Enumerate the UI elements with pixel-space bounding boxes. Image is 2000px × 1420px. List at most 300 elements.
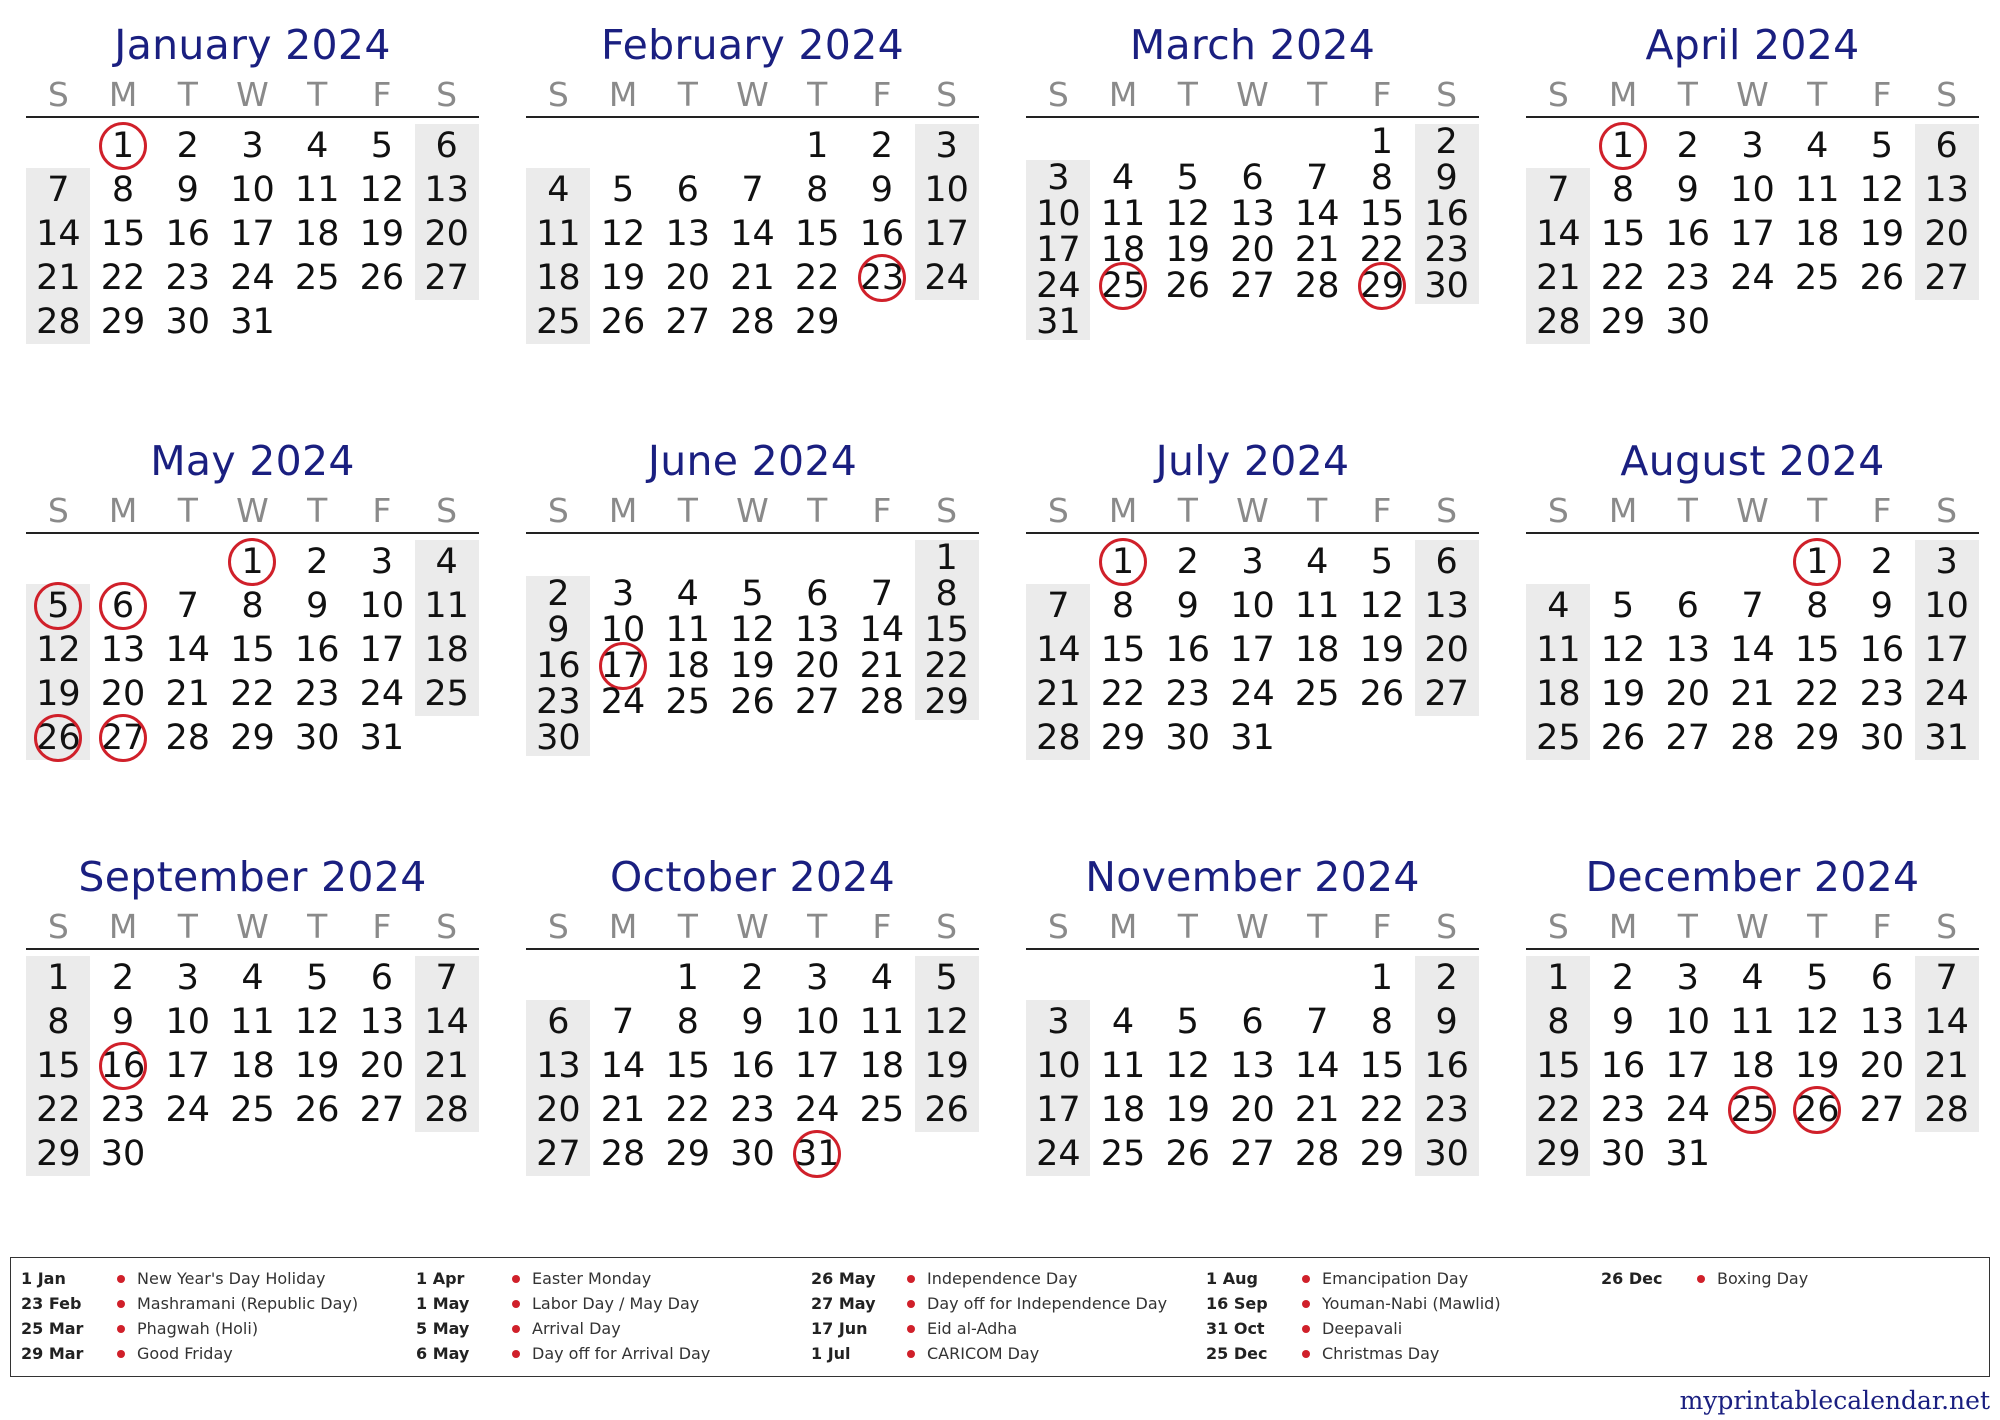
day-cell: 31: [1230, 718, 1275, 758]
day-cell: 17: [1036, 1090, 1081, 1130]
day-cell: 12: [294, 1002, 340, 1042]
day-cell: 15: [1600, 214, 1646, 254]
day-cell: 3: [176, 958, 199, 998]
day-cell: 2: [741, 958, 764, 998]
day-cell: 24: [1924, 674, 1969, 714]
day-cell: 16: [730, 1046, 775, 1086]
bullet-dot-icon: [117, 1350, 125, 1358]
day-cell: 14: [1536, 214, 1581, 254]
legend-item: [811, 1316, 1206, 1341]
day-cell: 1: [1547, 958, 1570, 998]
weekday-header: [1026, 904, 1479, 950]
day-cell: 17: [1230, 630, 1275, 670]
empty-day: [1091, 956, 1156, 1000]
holiday-date: 16 Sep: [1206, 1294, 1268, 1313]
day-cell: 10: [1665, 1002, 1711, 1042]
day-cell: 16: [165, 214, 211, 254]
day-cell: 3: [1241, 542, 1264, 582]
holiday-name: Easter Monday: [532, 1269, 652, 1288]
day-cell: 28: [730, 302, 775, 342]
day-cell: 27: [1859, 1090, 1905, 1130]
day-cell: 8: [241, 586, 264, 626]
day-cell: 26: [730, 682, 775, 722]
day-cell: 1: [806, 126, 829, 166]
month-calendar: [1526, 20, 1979, 436]
holiday-date: 1 Apr: [416, 1269, 465, 1288]
holiday-name: Phagwah (Holi): [137, 1319, 259, 1338]
weekday-label: S: [1936, 74, 1958, 114]
day-cell: 16: [1424, 1046, 1469, 1086]
empty-day: [1220, 956, 1285, 1000]
empty-day: [526, 956, 591, 1000]
empty-day: [1591, 540, 1656, 584]
day-cell: 20: [359, 1046, 405, 1086]
day-cell: 5: [935, 958, 958, 998]
month-days: [26, 124, 479, 344]
weekday-header: [526, 72, 979, 118]
day-cell: 5: [370, 126, 394, 166]
day-cell: 23: [1600, 1090, 1646, 1130]
holiday-date: 1 Aug: [1206, 1269, 1258, 1288]
day-cell: 14: [859, 610, 905, 650]
weekday-label: T: [1807, 74, 1828, 114]
month-title: November 2024: [1085, 853, 1420, 901]
holiday-legend: [10, 1257, 1990, 1377]
weekday-label: T: [1677, 906, 1698, 946]
weekday-label: W: [1236, 74, 1269, 114]
day-cell: 29: [794, 302, 840, 342]
weekday-label: F: [872, 906, 892, 946]
day-cell: 15: [1536, 1046, 1581, 1086]
bullet-dot-icon: [907, 1350, 915, 1358]
day-cell: 7: [1547, 170, 1570, 210]
day-cell: 4: [1111, 158, 1135, 198]
day-cell: 8: [47, 1002, 70, 1042]
day-cell: 27: [1924, 258, 1969, 298]
day-cell: 17: [1924, 630, 1969, 670]
month-title: March 2024: [1129, 21, 1376, 69]
day-cell: 30: [100, 1134, 146, 1174]
holiday-date: 1 May: [416, 1294, 470, 1313]
day-cell: 10: [1730, 170, 1775, 210]
empty-day: [526, 124, 591, 168]
day-cell: 9: [1611, 1002, 1635, 1042]
day-cell: 21: [1294, 1090, 1340, 1130]
day-cell: 25: [1794, 258, 1840, 298]
day-cell: 8: [935, 574, 958, 614]
day-cell: 3: [241, 126, 264, 166]
day-cell: 12: [1859, 170, 1905, 210]
holiday-date: 6 May: [416, 1344, 470, 1363]
day-cell: 7: [435, 958, 458, 998]
weekday-label: S: [1547, 490, 1569, 530]
weekday-label: S: [436, 74, 458, 114]
month-days: [1526, 540, 1979, 760]
month-days: [526, 124, 979, 344]
holiday-day: 6: [91, 584, 156, 628]
day-cell: 24: [230, 258, 275, 298]
weekday-label: M: [1608, 490, 1638, 530]
day-cell: 2: [1435, 958, 1458, 998]
day-cell: 18: [1730, 1046, 1775, 1086]
holiday-day: 25: [1720, 1088, 1785, 1132]
weekday-label: S: [1547, 906, 1569, 946]
weekday-label: S: [436, 490, 458, 530]
weekday-header: [26, 72, 479, 118]
holiday-name: Independence Day: [927, 1269, 1078, 1288]
bullet-dot-icon: [907, 1300, 915, 1308]
day-cell: 27: [359, 1090, 405, 1130]
empty-day: [1526, 124, 1591, 168]
bullet-dot-icon: [512, 1325, 520, 1333]
day-cell: 13: [1859, 1002, 1905, 1042]
day-cell: 18: [859, 1046, 905, 1086]
month-days: [526, 956, 979, 1176]
weekday-header: [1526, 904, 1979, 950]
month-calendar: [526, 852, 979, 1268]
day-cell: 7: [1306, 158, 1329, 198]
day-cell: 8: [1370, 158, 1394, 198]
day-cell: 28: [859, 682, 905, 722]
legend-item: [21, 1341, 416, 1366]
holiday-name: Mashramani (Republic Day): [137, 1294, 359, 1313]
day-cell: 19: [359, 214, 405, 254]
day-cell: 10: [1036, 1046, 1081, 1086]
month-title: February 2024: [601, 21, 904, 69]
day-cell: 23: [1165, 674, 1211, 714]
holiday-day: 17: [591, 648, 656, 684]
day-cell: 5: [1611, 586, 1635, 626]
weekday-label: M: [108, 490, 138, 530]
day-cell: 12: [359, 170, 405, 210]
weekday-label: M: [608, 490, 638, 530]
weekday-label: S: [436, 906, 458, 946]
day-cell: 13: [1924, 170, 1969, 210]
day-cell: 7: [611, 1002, 635, 1042]
month-calendar: [1526, 436, 1979, 852]
bullet-dot-icon: [1302, 1275, 1310, 1283]
day-cell: 3: [935, 126, 958, 166]
weekday-label: T: [177, 490, 198, 530]
day-cell: 21: [1730, 674, 1775, 714]
day-cell: 5: [1176, 158, 1199, 198]
holiday-day: 16: [91, 1044, 156, 1088]
day-cell: 31: [359, 718, 405, 758]
day-cell: 22: [924, 646, 969, 686]
day-cell: 30: [1165, 718, 1211, 758]
month-calendar: [1026, 852, 1479, 1268]
weekday-header: [526, 488, 979, 534]
day-cell: 26: [359, 258, 405, 298]
weekday-label: M: [608, 74, 638, 114]
day-cell: 7: [1741, 586, 1764, 626]
day-cell: 29: [100, 302, 146, 342]
empty-day: [1285, 956, 1350, 1000]
bullet-dot-icon: [117, 1325, 125, 1333]
day-cell: 28: [1036, 718, 1081, 758]
empty-day: [655, 124, 720, 168]
weekday-label: W: [1236, 490, 1269, 530]
day-cell: 3: [611, 574, 635, 614]
day-cell: 6: [547, 1002, 570, 1042]
day-cell: 6: [1935, 126, 1958, 166]
day-cell: 20: [1424, 630, 1469, 670]
holiday-day: 1: [1091, 540, 1156, 584]
day-cell: 14: [424, 1002, 469, 1042]
holiday-name: Youman-Nabi (Mawlid): [1322, 1294, 1501, 1313]
weekday-label: F: [872, 490, 892, 530]
bullet-dot-icon: [512, 1350, 520, 1358]
weekday-label: T: [677, 906, 698, 946]
day-cell: 15: [1359, 1046, 1405, 1086]
day-cell: 15: [230, 630, 275, 670]
day-cell: 1: [47, 958, 70, 998]
day-cell: 22: [794, 258, 840, 298]
day-cell: 16: [1600, 1046, 1646, 1086]
day-cell: 3: [1047, 1002, 1070, 1042]
day-cell: 15: [665, 1046, 711, 1086]
day-cell: 18: [294, 214, 340, 254]
day-cell: 30: [536, 718, 581, 758]
day-cell: 1: [1370, 958, 1394, 998]
day-cell: 27: [1230, 1134, 1275, 1174]
day-cell: 26: [1165, 266, 1211, 306]
legend-item: [21, 1316, 416, 1341]
weekday-label: S: [1047, 906, 1069, 946]
legend-item: [21, 1266, 416, 1291]
day-cell: 26: [1859, 258, 1905, 298]
empty-day: [1026, 124, 1091, 160]
holiday-date: 17 Jun: [811, 1319, 868, 1338]
day-cell: 18: [1794, 214, 1840, 254]
weekday-label: F: [1372, 490, 1392, 530]
day-cell: 16: [859, 214, 905, 254]
holiday-day: 25: [1091, 268, 1156, 304]
day-cell: 3: [806, 958, 829, 998]
weekday-label: S: [1436, 490, 1458, 530]
day-cell: 2: [1611, 958, 1635, 998]
bullet-dot-icon: [512, 1275, 520, 1283]
day-cell: 25: [1100, 1134, 1146, 1174]
day-cell: 29: [36, 1134, 81, 1174]
holiday-day: 26: [1785, 1088, 1850, 1132]
month-title: May 2024: [150, 437, 355, 485]
day-cell: 1: [935, 538, 958, 578]
day-cell: 20: [1230, 1090, 1275, 1130]
legend-item: [811, 1291, 1206, 1316]
day-cell: 4: [870, 958, 894, 998]
bullet-dot-icon: [1302, 1300, 1310, 1308]
day-cell: 17: [230, 214, 275, 254]
bullet-dot-icon: [907, 1325, 915, 1333]
weekday-label: T: [1177, 74, 1198, 114]
empty-day: [850, 540, 915, 576]
day-cell: 20: [1859, 1046, 1905, 1086]
legend-item: [416, 1341, 811, 1366]
weekday-label: W: [736, 74, 769, 114]
month-days: [1026, 124, 1479, 340]
month-title: September 2024: [78, 853, 427, 901]
holiday-date: 31 Oct: [1206, 1319, 1265, 1338]
holiday-day: 1: [1785, 540, 1850, 584]
day-cell: 6: [1241, 158, 1264, 198]
day-cell: 19: [1794, 1046, 1840, 1086]
day-cell: 20: [665, 258, 711, 298]
holiday-name: Deepavali: [1322, 1319, 1403, 1338]
day-cell: 15: [1359, 194, 1405, 234]
day-cell: 23: [1665, 258, 1711, 298]
day-cell: 15: [100, 214, 146, 254]
day-cell: 29: [1536, 1134, 1581, 1174]
weekday-label: S: [1547, 74, 1569, 114]
day-cell: 13: [424, 170, 469, 210]
day-cell: 20: [1230, 230, 1275, 270]
day-cell: 8: [1370, 1002, 1394, 1042]
weekday-label: T: [677, 74, 698, 114]
weekday-label: T: [1677, 74, 1698, 114]
day-cell: 4: [306, 126, 329, 166]
day-cell: 22: [36, 1090, 81, 1130]
weekday-label: T: [307, 906, 328, 946]
day-cell: 21: [1536, 258, 1581, 298]
weekday-label: F: [372, 74, 392, 114]
day-cell: 28: [1730, 718, 1775, 758]
day-cell: 8: [111, 170, 135, 210]
day-cell: 2: [547, 574, 570, 614]
day-cell: 25: [230, 1090, 275, 1130]
day-cell: 23: [165, 258, 211, 298]
legend-item: [1206, 1266, 1601, 1291]
day-cell: 10: [165, 1002, 211, 1042]
day-cell: 3: [1741, 126, 1764, 166]
day-cell: 29: [1600, 302, 1646, 342]
holiday-day: 5: [26, 584, 91, 628]
weekday-label: F: [1372, 74, 1392, 114]
day-cell: 8: [1611, 170, 1635, 210]
holiday-day: 29: [1350, 268, 1415, 304]
weekday-label: F: [872, 74, 892, 114]
day-cell: 29: [1359, 1134, 1405, 1174]
weekday-label: T: [1177, 490, 1198, 530]
day-cell: 30: [1859, 718, 1905, 758]
month-calendar: [526, 436, 979, 852]
month-days: [26, 956, 479, 1176]
bullet-dot-icon: [1697, 1275, 1705, 1283]
day-cell: 5: [1870, 126, 1894, 166]
day-cell: 30: [730, 1134, 775, 1174]
day-cell: 25: [294, 258, 340, 298]
holiday-day: 1: [1591, 124, 1656, 168]
weekday-label: M: [108, 74, 138, 114]
day-cell: 5: [741, 574, 764, 614]
day-cell: 3: [1676, 958, 1699, 998]
day-cell: 11: [1536, 630, 1581, 670]
empty-day: [720, 124, 785, 168]
holiday-date: 1 Jan: [21, 1269, 66, 1288]
day-cell: 31: [1924, 718, 1969, 758]
weekday-label: S: [1936, 490, 1958, 530]
day-cell: 11: [294, 170, 340, 210]
month-calendar: [526, 20, 979, 436]
holiday-date: 25 Mar: [21, 1319, 84, 1338]
day-cell: 6: [1870, 958, 1894, 998]
holiday-date: 23 Feb: [21, 1294, 82, 1313]
day-cell: 24: [1036, 1134, 1081, 1174]
day-cell: 14: [165, 630, 211, 670]
month-days: [1026, 956, 1479, 1176]
day-cell: 2: [870, 126, 894, 166]
weekday-label: S: [1936, 906, 1958, 946]
day-cell: 26: [924, 1090, 969, 1130]
bullet-dot-icon: [117, 1300, 125, 1308]
day-cell: 13: [1665, 630, 1711, 670]
bullet-dot-icon: [1302, 1350, 1310, 1358]
legend-column: [1206, 1266, 1601, 1376]
day-cell: 18: [1100, 1090, 1146, 1130]
day-cell: 7: [176, 586, 199, 626]
weekday-label: S: [547, 490, 569, 530]
day-cell: 21: [730, 258, 775, 298]
day-cell: 10: [359, 586, 405, 626]
holiday-name: Good Friday: [137, 1344, 233, 1363]
weekday-label: T: [1307, 74, 1328, 114]
day-cell: 16: [1424, 194, 1469, 234]
empty-day: [1285, 124, 1350, 160]
day-cell: 6: [676, 170, 699, 210]
day-cell: 7: [741, 170, 764, 210]
weekday-label: T: [807, 74, 828, 114]
month-calendar: [1026, 20, 1479, 436]
legend-item: [1601, 1266, 1996, 1291]
weekday-label: T: [1307, 490, 1328, 530]
day-cell: 11: [1794, 170, 1840, 210]
day-cell: 27: [424, 258, 469, 298]
day-cell: 19: [36, 674, 81, 714]
empty-day: [1091, 124, 1156, 160]
day-cell: 27: [665, 302, 711, 342]
day-cell: 4: [435, 542, 458, 582]
day-cell: 9: [1435, 158, 1458, 198]
holiday-date: 26 Dec: [1601, 1269, 1663, 1288]
month-calendar: [26, 20, 479, 436]
day-cell: 25: [1294, 674, 1340, 714]
day-cell: 19: [730, 646, 775, 686]
day-cell: 8: [676, 1002, 699, 1042]
day-cell: 2: [1435, 122, 1458, 162]
holiday-day: 1: [220, 540, 285, 584]
empty-day: [1220, 124, 1285, 160]
day-cell: 2: [176, 126, 199, 166]
day-cell: 22: [1359, 230, 1405, 270]
day-cell: 26: [1600, 718, 1646, 758]
day-cell: 19: [294, 1046, 340, 1086]
day-cell: 9: [1870, 586, 1894, 626]
day-cell: 14: [600, 1046, 646, 1086]
day-cell: 22: [1600, 258, 1646, 298]
day-cell: 30: [1665, 302, 1711, 342]
day-cell: 4: [1547, 586, 1570, 626]
weekday-label: M: [1108, 490, 1138, 530]
month-days: [1526, 956, 1979, 1176]
day-cell: 30: [1424, 1134, 1469, 1174]
day-cell: 26: [600, 302, 646, 342]
day-cell: 12: [1794, 1002, 1840, 1042]
day-cell: 14: [36, 214, 81, 254]
weekday-label: S: [47, 906, 69, 946]
day-cell: 4: [1111, 1002, 1135, 1042]
weekday-label: W: [1736, 490, 1769, 530]
day-cell: 12: [924, 1002, 969, 1042]
